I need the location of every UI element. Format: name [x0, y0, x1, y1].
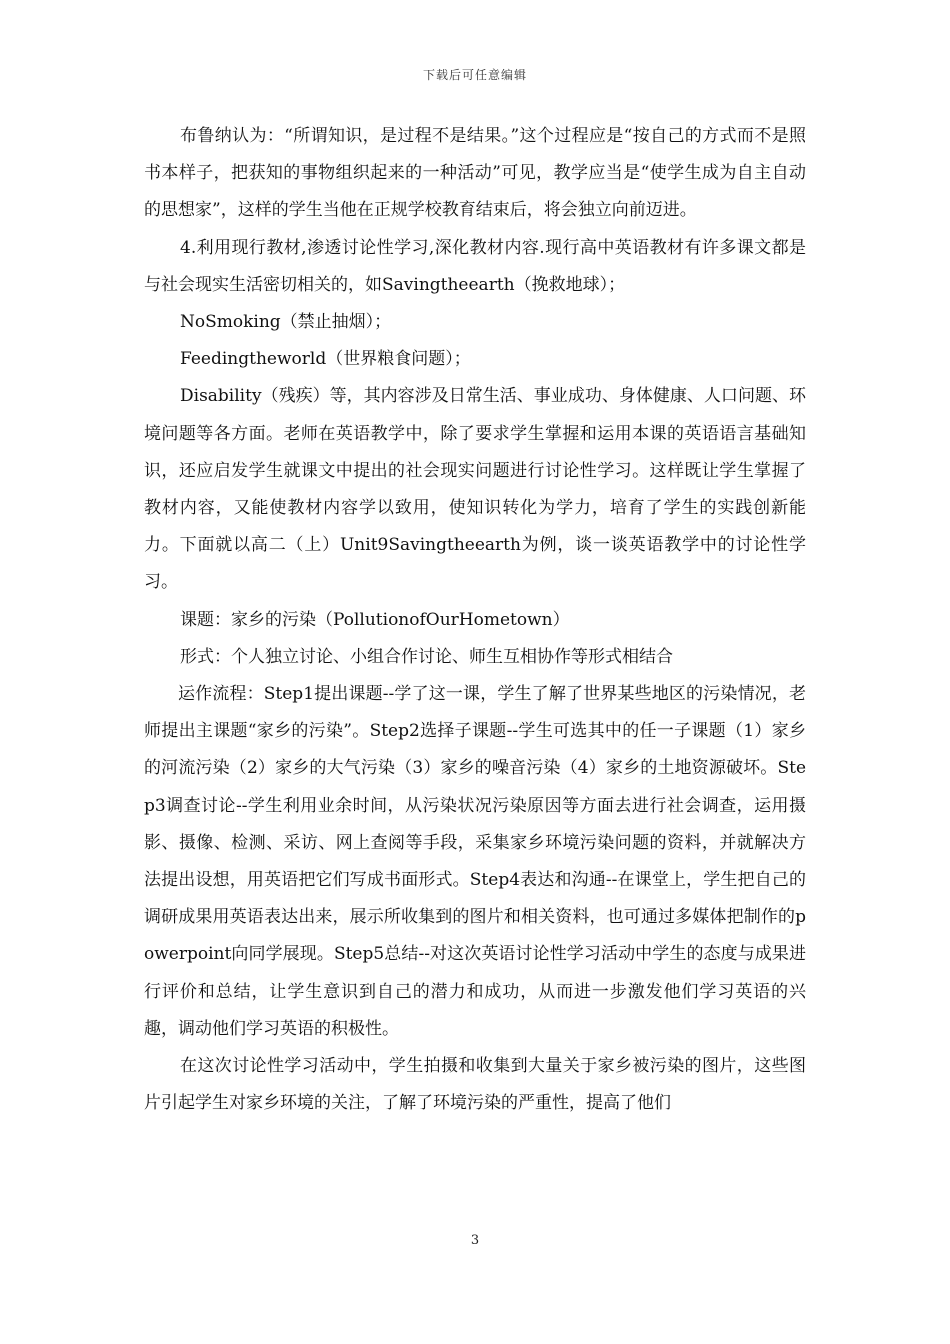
paragraph-conclusion: 在这次讨论性学习活动中，学生拍摄和收集到大量关于家乡被污染的图片，这些图片引起学生对家乡环境的关注，了解了环境污染的严重性，提高了他们 — [144, 1056, 806, 1114]
paragraph-workflow: 运作流程：Step1提出课题--学了这一课，学生了解了世界某些地区的污染情况，老师提出主课题“家乡的污染”。Step2选择子课题--学生可选其中的任一子课题（1）家乡的河流污染（2）家乡的大气污染（3）家乡的噪音污染（4）家乡的土地资源破坏。Step3调查讨论--学生利用业余时间，从污染状况污染原因等方面去进行社会调查，运用摄影、摄像、检测、采访、网上查阅等手段，采集家乡环境污染问题的资料，并就解决方法提出设想，用英语把它们写成书面形式。Step4表达和沟通--在课堂上，学生把自己的调研成果用英语表达出来，展示所收集到的图片和相关资料，也可通过多媒体把制作的powerpoint向同学展现。Step5总结--对这次英语讨论性学习活动中学生的态度与成果进行评价和总结，让学生意识到自己的潜力和成功，从而进一步激发他们学习英语的兴趣，调动他们学习英语的积极性。 — [144, 684, 806, 1039]
document-body — [144, 118, 806, 1122]
paragraph-textbook: 4.利用现行教材,渗透讨论性学习,深化教材内容.现行高中英语教材有许多课文都是与社会现实生活密切相关的，如Savingtheearth（挽救地球）； — [144, 237, 806, 295]
page-number: 3 — [470, 1233, 480, 1248]
page-header: 下载后可任意编辑 — [422, 68, 527, 82]
paragraph-nosmoking: NoSmoking（禁止抽烟）； — [180, 312, 392, 333]
paragraph-disability: Disability（残疾）等，其内容涉及日常生活、事业成功、身体健康、人口问题、环境问题等各方面。老师在英语教学中，除了要求学生掌握和运用本课的英语语言基础知识，还应启发学生就课文中提出的社会现实问题进行讨论性学习。这样既让学生掌握了教材内容，又能使教材内容学以致用，使知识转化为学力，培育了学生的实践创新能力。下面就以高二（上）Unit9Savingtheearth为例，谈一谈英语教学中的讨论性学习。 — [144, 386, 806, 593]
paragraph-topic: 课题：家乡的污染（PollutionofOurHometown） — [180, 609, 570, 630]
paragraph-feeding: Feedingtheworld（世界粮食问题）； — [180, 349, 471, 370]
paragraph-format: 形式：个人独立讨论、小组合作讨论、师生互相协作等形式相结合 — [180, 646, 673, 667]
paragraph-bruner: 布鲁纳认为：“所谓知识，是过程不是结果。”这个过程应是“按自己的方式而不是照书本样子，把获知的事物组织起来的一种活动”可见，教学应当是“使学生成为自主自动的思想家”，这样的学生当他在正规学校教育结束后，将会独立向前迈进。 — [144, 126, 806, 221]
